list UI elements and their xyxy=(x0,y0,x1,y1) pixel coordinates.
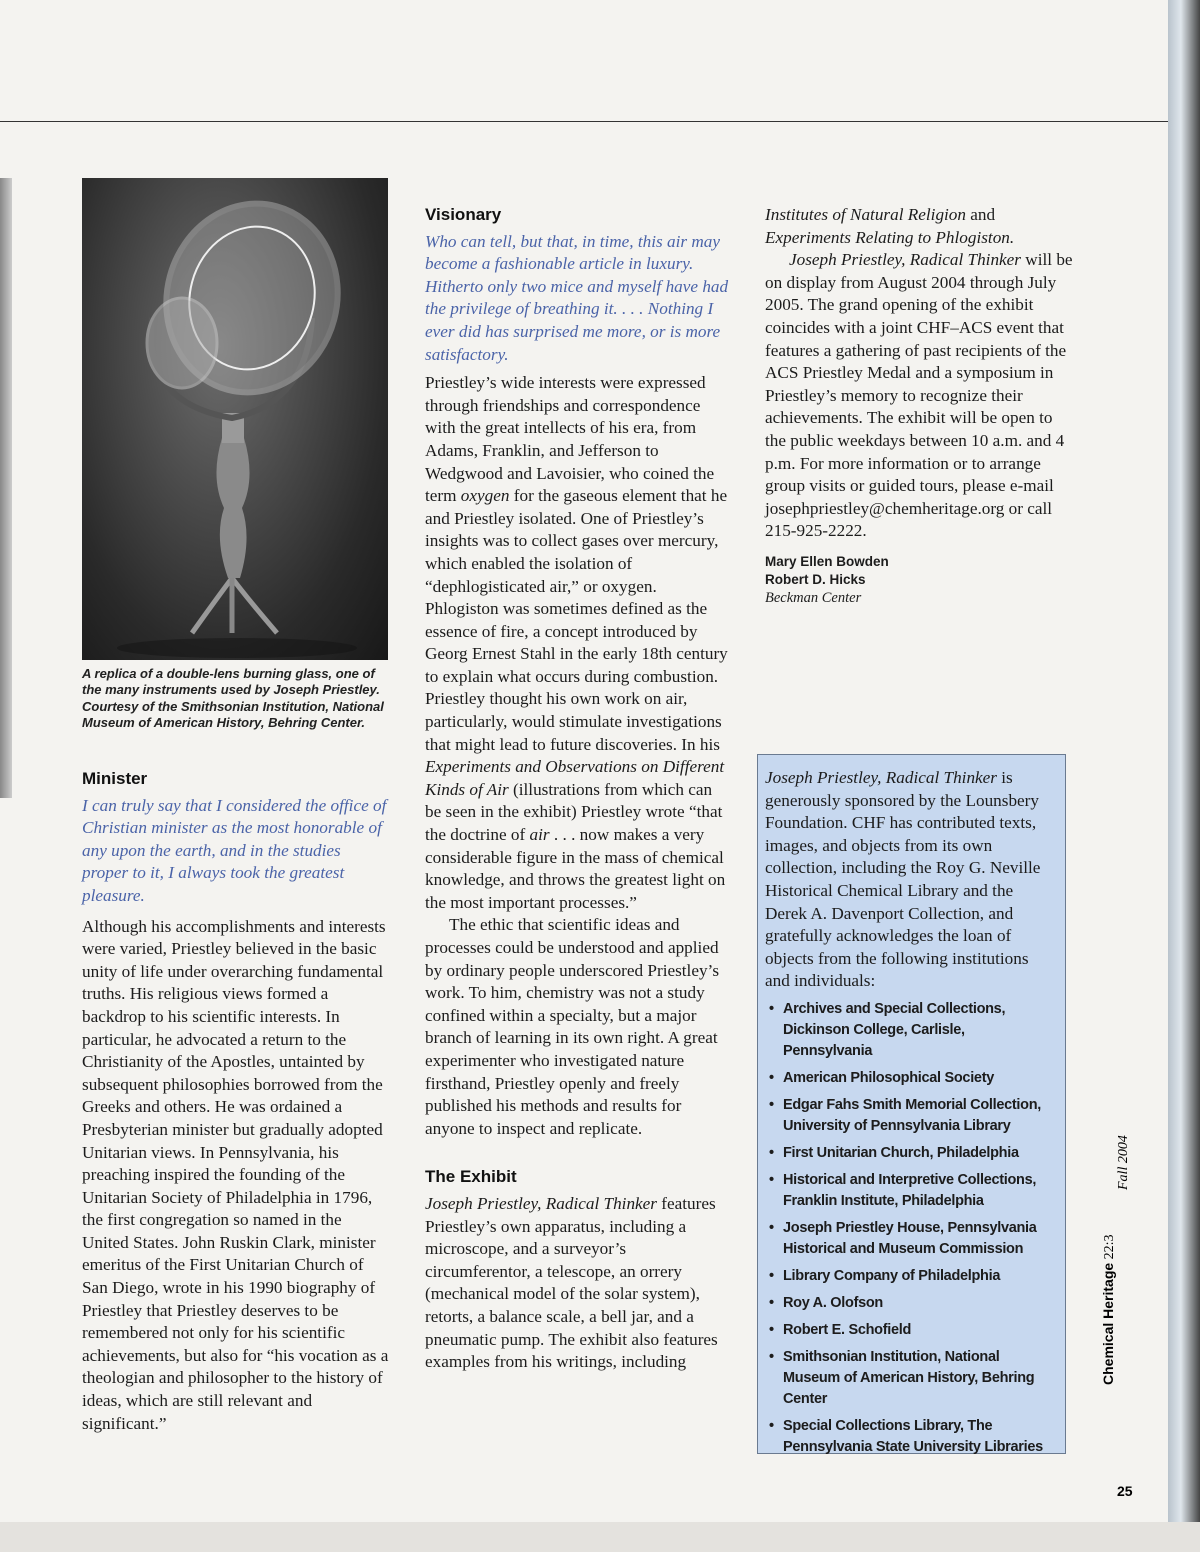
burning-glass-photo xyxy=(82,178,388,660)
sponsors-sidebar xyxy=(757,754,1066,1454)
season-label: Fall 2004 xyxy=(1116,1135,1131,1190)
list-item: • Special Collections Library, The Pennsylvania State University Libraries xyxy=(765,1416,1045,1458)
visionary-body-2: The ethic that scientific ideas and processes could be understood and applied by ordinary people underscored Priestley’s work. To him, chemistry was not a study confined within a specialty, but a major branch of learning in its own right. A great experimenter who investigated nature firsthand, Priestley openly and freely published his methods and results for anyone to inspect and replicate. xyxy=(425,915,720,1138)
exhibit-body-1: Joseph Priestley, Radical Thinker features Priestley’s own apparatus, including a microscope, and a surveyor’s circumferentor, a telescope, an orrery (mechanical model of the solar system), retorts, a balance scale, a bell jar, and a pneumatic pump. The exhibit also features examples from his writings, including xyxy=(425,1193,718,1372)
list-item: • Joseph Priestley House, Pennsylvania Historical and Museum Commission xyxy=(765,1218,1045,1260)
magazine-name: Chemical Heritage xyxy=(1100,1262,1116,1385)
lenders-list xyxy=(765,999,1045,1458)
exhibit-heading: The Exhibit xyxy=(425,1167,517,1187)
exhibit-continued xyxy=(765,204,1073,607)
facing-page-edge xyxy=(0,178,12,798)
list-item: • Robert E. Schofield xyxy=(765,1320,1045,1341)
author-name: Mary Ellen Bowden xyxy=(765,553,889,569)
visionary-quote: Who can tell, but that, in time, this air may become a fashionable article in luxury. Hitherto only two mice and myself have had the privilege of breathing it. . . . Nothing I ever did has surprised me more, or is more satisfactory. xyxy=(425,231,729,364)
list-item: • Smithsonian Institution, National Museum of American History, Behring Center xyxy=(765,1347,1045,1410)
exhibit-body-2: Joseph Priestley, Radical Thinker will be on display from August 2004 through July 2005. The grand opening of the exhibit coincides with a joint CHF–ACS event that features a gathering of past recipients of the ACS Priestley Medal and a symposium in Priestley’s memory to recognize their achievements. The exhibit will be open to the public weekdays between 10 a.m. and 4 p.m. For more information or to arrange group visits or guided tours, please e-mail josephpriestley@chemheritage.org or call 215-925-2222. xyxy=(765,250,1073,541)
list-item: • Historical and Interpretive Collections, Franklin Institute, Philadelphia xyxy=(765,1170,1045,1212)
author-affiliation: Beckman Center xyxy=(765,589,862,606)
minister-heading: Minister xyxy=(82,769,148,788)
list-item: • Roy A. Olofson xyxy=(765,1293,1045,1314)
minister-quote: I can truly say that I considered the office of Christian minister as the most honorable of any upon the earth, and in the studies proper to it, I always took the greatest pleasure. xyxy=(82,795,387,905)
list-item: • First Unitarian Church, Philadelphia xyxy=(765,1143,1045,1164)
minister-section xyxy=(82,768,390,1435)
page-edge xyxy=(1168,0,1200,1552)
author-name: Robert D. Hicks xyxy=(765,571,866,587)
visionary-body-1: Priestley’s wide interests were expressed through friendships and correspondence with the great intellects of his era, from Adams, Franklin, and Jefferson to Wedgwood and Lavoisier, who coined the term oxygen for the gaseous element that he and Priestley isolated. One of Priestley’s insights was to collect gases over mercury, which enabled the isolation of “dephlogisticated air,” or oxygen. Phlogiston was sometimes defined as the essence of fire, a concept introduced by Georg Ernest Stahl in the early 18th century to explain what occurs during combustion. Priestley thought his own work on air, particularly, would stimulate investigations that might lead to future discoveries. In his Experiments and Observations on Different Kinds of Air (illustrations from which can be seen in the exhibit) Priestley wrote “that the doctrine of air . . . now makes a very considerable figure in the mass of chemical knowledge, and throws the greatest light on the most important processes.” xyxy=(425,373,728,912)
list-item: • Library Company of Philadelphia xyxy=(765,1266,1045,1287)
visionary-section xyxy=(425,204,729,1374)
byline xyxy=(765,553,1073,607)
issue-number: 22:3 xyxy=(1102,1234,1117,1260)
page-number: 25 xyxy=(1117,1483,1133,1499)
header-rule xyxy=(0,121,1168,122)
scan-bottom-edge xyxy=(0,1522,1200,1552)
minister-body: Although his accomplishments and interests were varied, Priestley believed in the basic unity of life under overarching fundamental truths. His religious views formed a backdrop to his scientific interests. In particular, he advocated a return to the Christianity of the Apostles, untainted by subsequent philosophies borrowed from the Greeks and others. He was ordained a Presbyterian minister but gradually adopted Unitarian views. In Pennsylvania, his preaching inspired the founding of the Unitarian Society of Philadelphia in 1796, the first congregation so named in the United States. John Ruskin Clark, minister emeritus of the First Unitarian Church of San Diego, wrote in his 1990 biography of Priestley that Priestley deserves to be remembered not only for his scientific achievements, but also for “his vocation as a theologian and philosopher to the history of ideas, which are still relevant and significant.” xyxy=(82,916,389,1433)
running-footer xyxy=(1100,1234,1118,1385)
exhibit-books: Institutes of Natural Religion and Experiments Relating to Phlogiston. xyxy=(765,205,1015,247)
list-item: • Edgar Fahs Smith Memorial Collection, University of Pennsylvania Library xyxy=(765,1095,1045,1137)
visionary-heading: Visionary xyxy=(425,205,502,224)
list-item: • Archives and Special Collections, Dickinson College, Carlisle, Pennsylvania xyxy=(765,999,1045,1062)
list-item: • American Philosophical Society xyxy=(765,1068,1045,1089)
photo-caption: A replica of a double-lens burning glass, one of the many instruments used by Joseph Priestley. Courtesy of the Smithsonian Institution, National Museum of American History, Behring Center. xyxy=(82,666,384,731)
sidebar-intro: Joseph Priestley, Radical Thinker is generously sponsored by the Lounsbery Foundation. CHF has contributed texts, images, and objects from its own collection, including the Roy G. Neville Historical Chemical Library and the Derek A. Davenport Collection, and gratefully acknowledges the loan of objects from the following institutions and individuals: xyxy=(765,768,1041,991)
burning-glass-illustration xyxy=(82,178,388,660)
